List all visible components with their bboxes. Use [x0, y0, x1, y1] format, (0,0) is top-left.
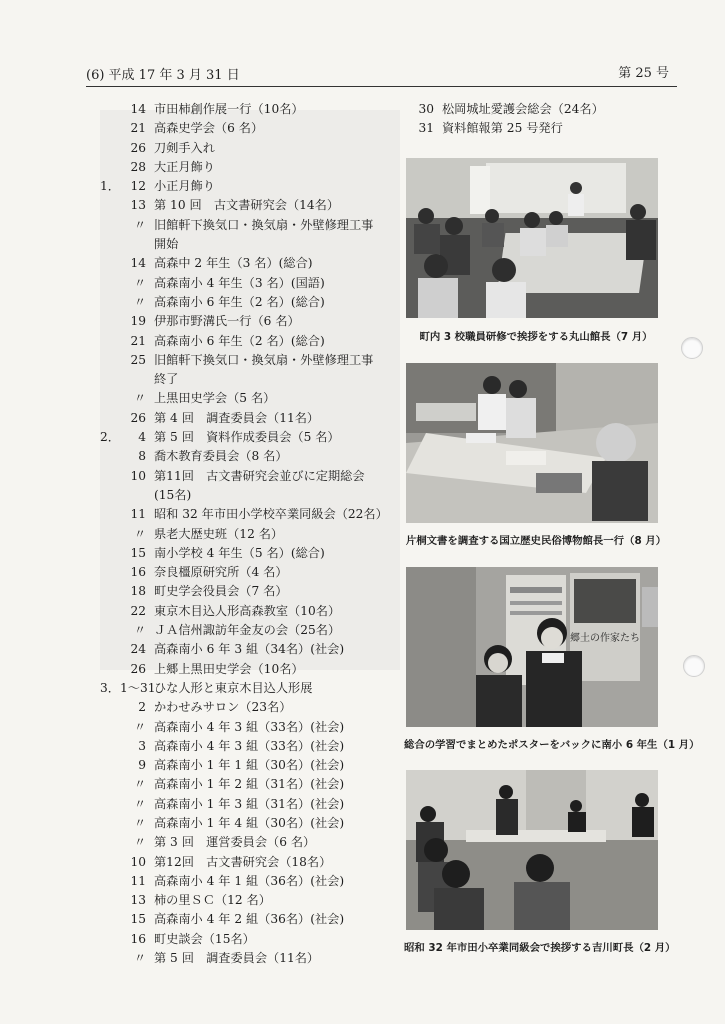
log-day: 28	[130, 159, 146, 174]
log-month	[96, 235, 120, 254]
log-day: 22	[130, 603, 146, 618]
log-text: 刀剣手入れ	[154, 140, 215, 155]
log-text: 町史談会（15名）	[154, 931, 255, 946]
binder-hole-bottom	[683, 655, 705, 677]
log-day: 16	[130, 931, 146, 946]
log-entry	[96, 853, 406, 872]
photo-staff-training	[406, 158, 658, 318]
log-entry	[410, 100, 670, 119]
log-text: 終了	[154, 372, 179, 387]
log-month: 2．	[100, 430, 120, 445]
log-day: 3	[138, 738, 146, 753]
log-day: 21	[130, 121, 146, 136]
log-month: 3．	[100, 680, 120, 695]
log-entry	[96, 930, 406, 949]
log-month	[96, 409, 120, 428]
log-text: 第12回 古文書研究会（18名）	[154, 854, 332, 869]
log-text: 第 5 回 資料作成委員会（5 名）	[154, 430, 340, 445]
log-month	[96, 640, 120, 659]
log-text: 高森南小 1 年 3 組（31名）(社会)	[154, 796, 345, 811]
log-text: 高森南小 4 年 1 組（36名）(社会)	[154, 873, 345, 888]
log-text: 高森南小 1 年 1 組（30名）(社会)	[154, 758, 345, 773]
activity-log-continued	[410, 100, 670, 139]
log-entry	[96, 351, 406, 370]
log-day: 〃	[133, 217, 146, 232]
log-entry	[96, 602, 406, 621]
log-month	[96, 293, 120, 312]
log-entry	[96, 158, 406, 177]
log-month	[96, 563, 120, 582]
log-month	[96, 370, 120, 389]
log-entry	[96, 274, 406, 293]
log-entry	[96, 698, 406, 717]
log-text: 第 3 回 運営委員会（6 名）	[154, 835, 316, 850]
photo-students-poster	[406, 567, 658, 727]
log-text: 資料館報第 25 号発行	[442, 121, 563, 136]
log-day: 19	[130, 314, 146, 329]
log-day: 26	[130, 661, 146, 676]
log-day: 〃	[133, 777, 146, 792]
log-entry	[96, 756, 406, 775]
log-entry	[96, 486, 406, 505]
log-entry	[96, 872, 406, 891]
log-month	[96, 389, 120, 408]
log-month	[96, 602, 120, 621]
log-day: 〃	[133, 719, 146, 734]
log-day: 21	[130, 333, 146, 348]
log-day: 〃	[133, 815, 146, 830]
log-day: 26	[130, 140, 146, 155]
log-text: 第 4 回 調査委員会（11名）	[154, 410, 320, 425]
log-entry	[96, 254, 406, 273]
log-month	[96, 274, 120, 293]
log-day: 25	[130, 352, 146, 367]
log-entry	[96, 949, 406, 968]
log-day: 11	[130, 507, 146, 522]
log-entry	[96, 100, 406, 119]
log-text: 高森中 2 年生（3 名）(総合)	[154, 256, 313, 271]
log-text: 開始	[154, 237, 179, 252]
caption-photo-1: 町内 3 校職員研修で挨拶をする丸山館長（7 月）	[419, 331, 653, 343]
log-text: 奈良橿原研究所（4 名）	[154, 565, 288, 580]
log-text: 昭和 32 年市田小学校卒業同級会（22名）	[154, 507, 388, 522]
log-text: 喬木教育委員会（8 名）	[154, 449, 288, 464]
log-day: 〃	[133, 391, 146, 406]
log-text: 高森南小 6 年生（2 名）(総合)	[154, 294, 325, 309]
log-entry	[96, 582, 406, 601]
log-text: (15名)	[154, 487, 192, 502]
caption-photo-2: 片桐文書を調査する国立歴史民俗博物館長一行（8 月）	[405, 535, 667, 547]
log-day	[120, 486, 154, 505]
log-day: 1～31	[120, 680, 156, 695]
log-entry	[96, 679, 406, 698]
log-month	[96, 949, 120, 968]
log-entry	[96, 139, 406, 158]
log-text: 松岡城址愛護会総会（24名）	[442, 102, 604, 116]
log-day: 〃	[133, 294, 146, 309]
issue-number: 第 25 号	[618, 66, 669, 81]
log-entry	[96, 775, 406, 794]
log-month	[96, 737, 120, 756]
log-month	[96, 756, 120, 775]
log-day: 〃	[133, 275, 146, 290]
log-day: 〃	[133, 526, 146, 541]
log-entry	[96, 563, 406, 582]
log-month	[96, 891, 120, 910]
log-day: 30	[418, 102, 434, 116]
log-entry	[96, 660, 406, 679]
log-month	[96, 332, 120, 351]
log-text: 上郷上黒田史学会（10名）	[154, 661, 304, 676]
log-day: 〃	[133, 623, 146, 638]
log-entry	[410, 119, 670, 138]
log-entry	[96, 525, 406, 544]
log-month	[96, 119, 120, 138]
log-text: 高森南小 6 年 3 組（34名）(社会)	[154, 642, 345, 657]
log-month	[96, 525, 120, 544]
caption-photo-4: 昭和 32 年市田小卒業同級会で挨拶する吉川町長（2 月）	[404, 942, 676, 954]
log-entry	[96, 216, 406, 235]
log-text: かわせみサロン（23名）	[154, 700, 292, 715]
log-entry	[96, 196, 406, 215]
log-day	[120, 370, 154, 389]
log-entry	[96, 235, 406, 254]
log-month	[96, 698, 120, 717]
log-month	[96, 872, 120, 891]
log-day: 13	[130, 198, 146, 213]
log-month	[96, 853, 120, 872]
log-day	[120, 235, 154, 254]
log-month	[96, 254, 120, 273]
issue-date: (6) 平成 17 年 3 月 31 日	[86, 68, 240, 83]
log-month	[96, 196, 120, 215]
log-month	[96, 814, 120, 833]
log-text: 高森南小 1 年 4 組（30名）(社会)	[154, 815, 345, 830]
log-text: ひな人形と東京木目込人形展	[154, 680, 313, 695]
log-text: 大正月飾り	[154, 159, 215, 174]
log-entry	[96, 447, 406, 466]
log-month	[96, 312, 120, 331]
log-entry	[96, 409, 406, 428]
log-day: 16	[130, 565, 146, 580]
log-entry	[96, 910, 406, 929]
log-entry	[96, 119, 406, 138]
log-text: 第11回 古文書研究会並びに定期総会	[154, 468, 365, 483]
log-day: 2	[138, 700, 146, 715]
log-text: 県老大歴史班（12 名）	[154, 526, 284, 541]
log-day: 18	[130, 584, 146, 599]
log-text: 小正月飾り	[154, 179, 215, 194]
log-text: 高森南小 4 年 3 組（33名）(社会)	[154, 719, 345, 734]
log-day: 26	[130, 410, 146, 425]
log-month	[96, 100, 120, 119]
log-day: 11	[130, 873, 146, 888]
log-text: 高森南小 4 年生（3 名）(国語)	[154, 275, 325, 290]
log-entry	[96, 621, 406, 640]
log-day: 〃	[133, 835, 146, 850]
log-text: 第 10 回 古文書研究会（14名）	[154, 198, 340, 213]
log-text: 旧館軒下換気口・換気扇・外壁修理工事	[154, 217, 374, 232]
log-text: 高森南小 6 年生（2 名）(総合)	[154, 333, 325, 348]
log-month	[96, 158, 120, 177]
log-text: 高森南小 4 年 2 組（36名）(社会)	[154, 912, 345, 927]
photo-document-survey	[406, 363, 658, 523]
log-month	[96, 351, 120, 370]
log-entry	[96, 467, 406, 486]
activity-log	[96, 100, 406, 968]
log-month	[96, 447, 120, 466]
log-text: 町史学会役員会（7 名）	[154, 584, 288, 599]
log-entry	[96, 428, 406, 447]
log-entry	[96, 370, 406, 389]
log-day: 4	[138, 430, 146, 445]
log-day: 〃	[133, 951, 146, 966]
log-entry	[96, 544, 406, 563]
log-text: 第 5 回 調査委員会（11名）	[154, 951, 320, 966]
log-month	[96, 775, 120, 794]
log-day: 13	[130, 893, 146, 908]
photo-class-reunion	[406, 770, 658, 930]
log-month	[96, 718, 120, 737]
log-entry	[96, 833, 406, 852]
log-day: 〃	[133, 796, 146, 811]
log-month: 1．	[100, 179, 120, 194]
caption-photo-3: 総合の学習でまとめたポスターをバックに南小 6 年生（1 月）	[404, 739, 700, 751]
log-month	[96, 486, 120, 505]
log-entry	[96, 389, 406, 408]
header-rule	[86, 86, 677, 87]
log-text: 上黒田史学会（5 名）	[154, 391, 276, 406]
log-text: ＪＡ信州諏訪年金友の会（25名）	[154, 623, 341, 638]
log-text: 市田柿創作展一行（10名）	[154, 102, 304, 116]
log-entry	[96, 312, 406, 331]
log-text: 高森南小 4 年 3 組（33名）(社会)	[154, 738, 345, 753]
log-entry	[96, 718, 406, 737]
log-entry	[96, 814, 406, 833]
log-day: 24	[130, 642, 146, 657]
log-month	[96, 795, 120, 814]
log-day: 12	[130, 179, 146, 194]
log-entry	[96, 293, 406, 312]
log-entry	[96, 737, 406, 756]
log-month	[96, 621, 120, 640]
log-month	[96, 910, 120, 929]
log-entry	[96, 332, 406, 351]
log-month	[96, 930, 120, 949]
log-text: 旧館軒下換気口・換気扇・外壁修理工事	[154, 352, 374, 367]
log-day: 10	[130, 468, 146, 483]
log-month	[96, 660, 120, 679]
log-text: 高森史学会（6 名）	[154, 121, 264, 136]
log-month	[96, 833, 120, 852]
log-day: 31	[418, 121, 434, 136]
log-text: 南小学校 4 年生（5 名）(総合)	[154, 545, 325, 560]
log-day: 14	[130, 256, 146, 271]
poster-title: 郷土の作家たち	[570, 633, 640, 644]
log-entry	[96, 795, 406, 814]
log-text: 柿の里ＳＣ（12 名）	[154, 893, 271, 908]
log-entry	[96, 177, 406, 196]
binder-hole-top	[681, 337, 703, 359]
log-text: 伊那市野溝氏一行（6 名）	[154, 314, 300, 329]
log-entry	[96, 891, 406, 910]
page-header	[86, 64, 669, 84]
log-day: 10	[130, 854, 146, 869]
log-month	[96, 216, 120, 235]
log-day: 8	[138, 449, 146, 464]
log-month	[96, 582, 120, 601]
log-entry	[96, 505, 406, 524]
log-month	[96, 505, 120, 524]
log-day: 9	[138, 758, 146, 773]
log-text: 高森南小 1 年 2 組（31名）(社会)	[154, 777, 345, 792]
log-month	[96, 467, 120, 486]
log-day: 15	[130, 545, 146, 560]
log-entry	[96, 640, 406, 659]
log-month	[96, 139, 120, 158]
log-day: 15	[130, 912, 146, 927]
log-day: 14	[130, 102, 146, 116]
log-text: 東京木目込人形高森教室（10名）	[154, 603, 341, 618]
log-month	[96, 544, 120, 563]
